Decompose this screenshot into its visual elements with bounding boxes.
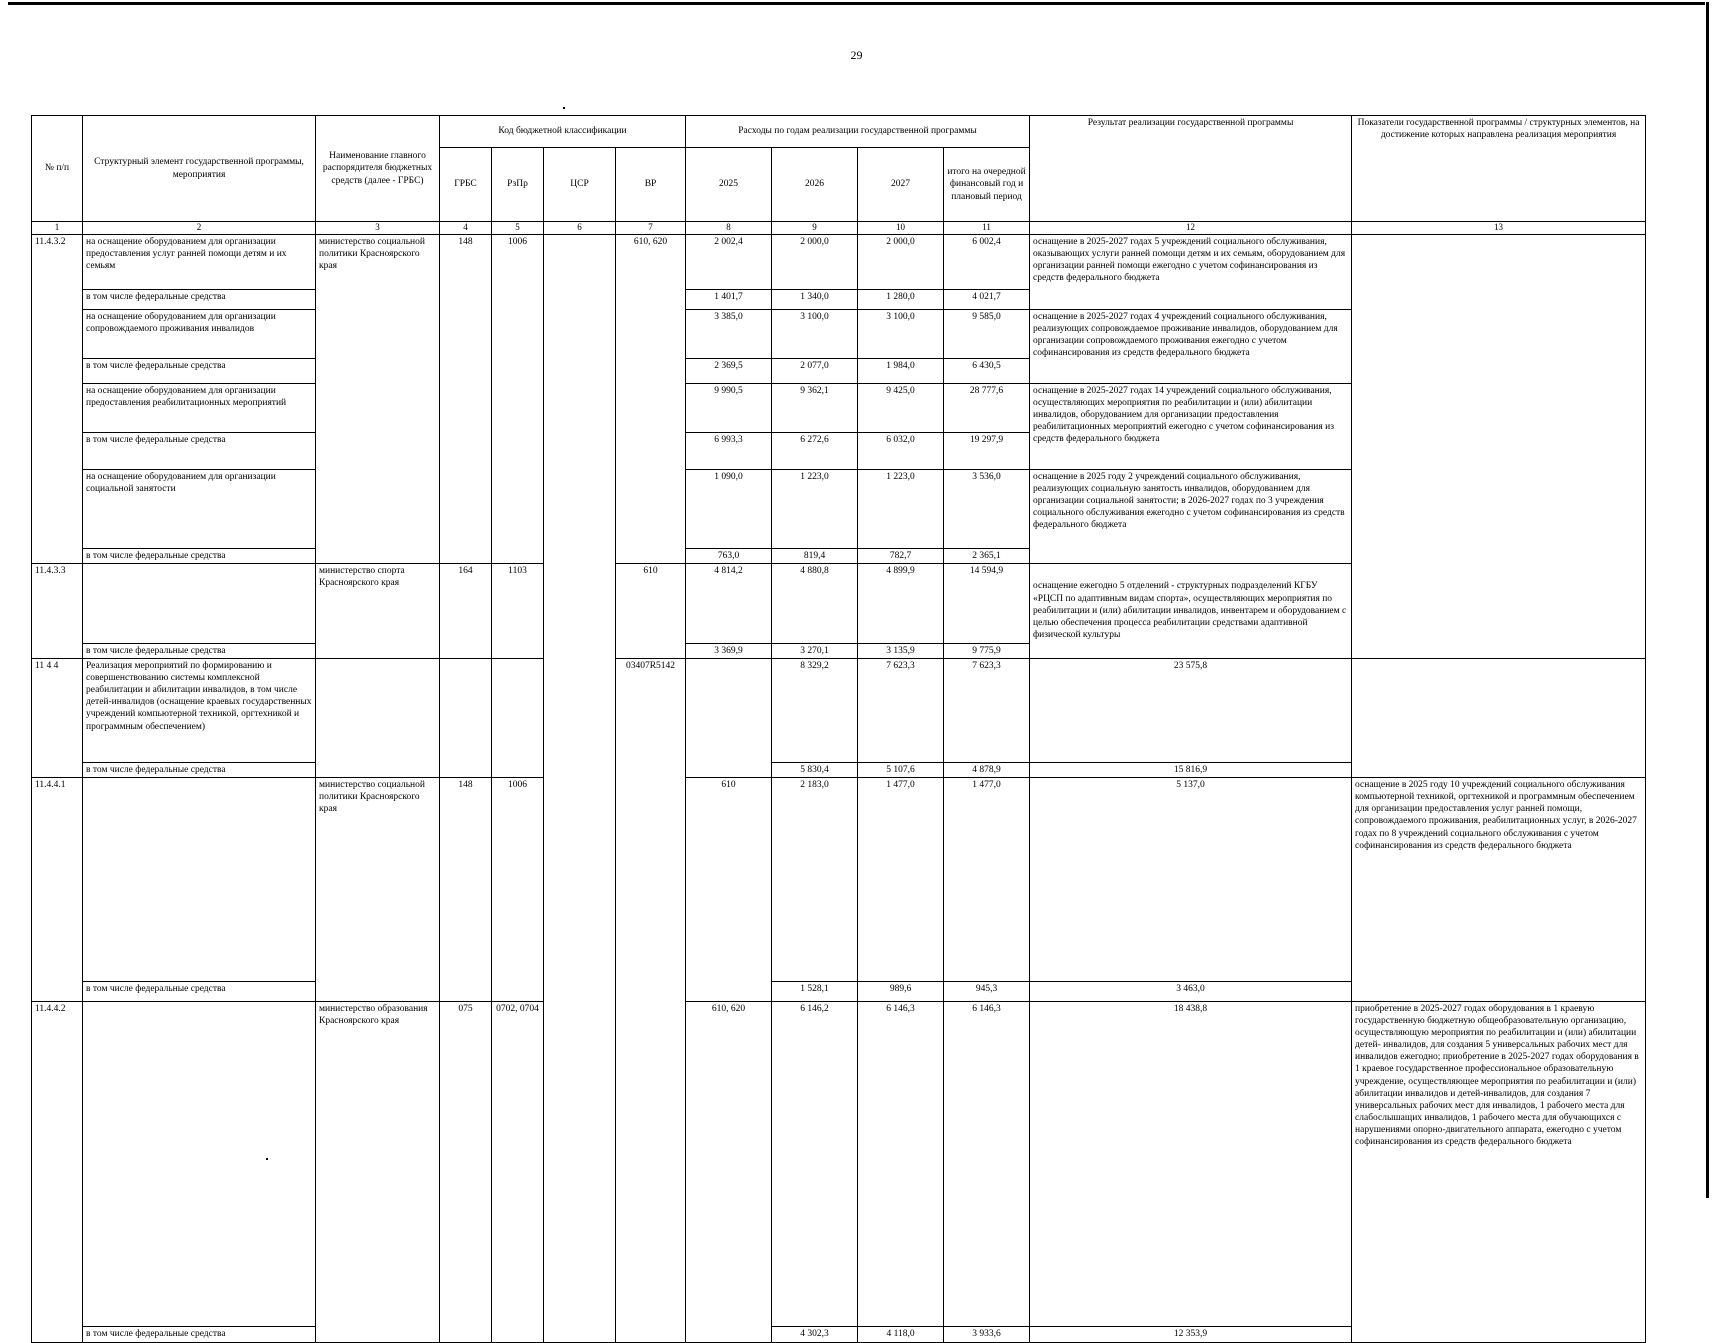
- value-2026: 4 880,8: [772, 563, 858, 643]
- value-2026: 1 223,0: [772, 469, 858, 548]
- row-rzpr: 1006: [492, 234, 544, 563]
- row-rzpr-empty: [492, 658, 544, 777]
- row-vr: 610: [616, 563, 686, 658]
- value-2027: 945,3: [944, 981, 1030, 1001]
- header-result: Результат реализации государственной программы: [1030, 116, 1352, 222]
- value-2027: 6 032,0: [858, 432, 944, 469]
- value-2027: 1 984,0: [858, 358, 944, 383]
- col-number: 10: [858, 222, 944, 235]
- row-indicators-empty: [1352, 234, 1646, 658]
- header-rzpr: РзПр: [492, 148, 544, 222]
- value-total: 2 365,1: [944, 548, 1030, 563]
- value-2026: 2 000,0: [772, 234, 858, 289]
- row-rzpr: 1103: [492, 563, 544, 658]
- value-2026: 989,6: [858, 981, 944, 1001]
- value-total: 19 297,9: [944, 432, 1030, 469]
- value-2027: 7 623,3: [944, 658, 1030, 762]
- row-name: на оснащение оборудованием для организации предоставления услуг ранней помощи детям и их семьям: [83, 234, 316, 289]
- table-row: [32, 777, 1646, 981]
- col-number: 9: [772, 222, 858, 235]
- header-2027: 2027: [858, 148, 944, 222]
- value-2027: 6 146,3: [944, 1001, 1030, 1327]
- value-total: 9 585,0: [944, 309, 1030, 358]
- budget-table: [31, 115, 1646, 1343]
- value-2026: 4 118,0: [858, 1327, 944, 1342]
- value-2027: 9 425,0: [858, 383, 944, 432]
- row-number: 11.4.4.1: [32, 777, 83, 1001]
- row-rzpr: 1006: [492, 777, 544, 1001]
- row-vr: 610, 620: [686, 1001, 772, 1342]
- value-2025: 9 990,5: [686, 383, 772, 432]
- row-grbs-name: министерство социальной политики Красноярского края: [316, 234, 440, 563]
- value-2025: 763,0: [686, 548, 772, 563]
- value-2025: 1 090,0: [686, 469, 772, 548]
- row-grbs-empty: [440, 658, 492, 777]
- row-grbs: 164: [440, 563, 492, 658]
- col-number: 7: [616, 222, 686, 235]
- value-2025: 3 385,0: [686, 309, 772, 358]
- col-number: 4: [440, 222, 492, 235]
- row-name: на оснащение оборудованием для организации социальной занятости: [83, 469, 316, 548]
- col-number: 3: [316, 222, 440, 235]
- col-number: 8: [686, 222, 772, 235]
- value-2027: 4 878,9: [944, 762, 1030, 777]
- value-total: 4 021,7: [944, 289, 1030, 309]
- row-csr: 03407R5142: [616, 658, 686, 1342]
- row-name-empty: [83, 563, 316, 643]
- value-2025: 3 369,9: [686, 643, 772, 658]
- value-2026: 3 270,1: [772, 643, 858, 658]
- header-expenses: Расходы по годам реализации государственной программы: [686, 116, 1030, 148]
- row-grbs: 148: [440, 777, 492, 1001]
- row-grbs-name: министерство образования Красноярского края: [316, 1001, 440, 1342]
- row-name-federal: в том числе федеральные средства: [83, 981, 316, 1001]
- row-name-empty: [83, 777, 316, 981]
- value-2025: 6 146,2: [772, 1001, 858, 1327]
- col-number: 12: [1030, 222, 1352, 235]
- value-2027: 4 899,9: [858, 563, 944, 643]
- value-2027: 1 223,0: [858, 469, 944, 548]
- row-grbs-name: министерство социальной политики Красноярского края: [316, 777, 440, 1001]
- row-number: 11.4.4.2: [32, 1001, 83, 1342]
- value-2026: 6 272,6: [772, 432, 858, 469]
- value-total: 5 137,0: [1030, 777, 1352, 981]
- value-total: 9 775,9: [944, 643, 1030, 658]
- row-rzpr: 0702, 0704: [492, 1001, 544, 1342]
- value-2025: 2 369,5: [686, 358, 772, 383]
- row-result: оснащение ежегодно 5 отделений - структурных подразделений КГБУ «РЦСП по адаптивным видам спорта», осуществляющих мероприятия по реабилитации и (или) абилитации инвалидов, инвентарем и оборудованием с целью обеспечения процесса реабилитации средствами адаптивной физической культуры: [1030, 563, 1352, 658]
- scan-border-right: [1706, 2, 1709, 1198]
- header-2025: 2025: [686, 148, 772, 222]
- page-number: 29: [850, 48, 863, 62]
- header-total: итого на очередной финансовый год и плановый период: [944, 148, 1030, 222]
- value-2026: 1 477,0: [858, 777, 944, 981]
- row-name-federal: в том числе федеральные средства: [83, 432, 316, 469]
- row-result: оснащение в 2025-2027 годах 5 учреждений социального обслуживания, оказывающих услуги ранней помощи детям и их семьям, оборудованием для организации ранней помощи ежегодно с учетом софинансирования из средств федерального бюджета: [1030, 234, 1352, 309]
- col-number: 13: [1352, 222, 1646, 235]
- value-2027: 2 000,0: [858, 234, 944, 289]
- row-number: 11 4 4: [32, 658, 83, 777]
- row-result: оснащение в 2025-2027 годах 4 учреждений социального обслуживания, реализующих сопровождаемое проживание инвалидов, оборудованием для организации сопровождаемого проживания ежегодно с учетом софинансирования из средств федерального бюджета: [1030, 309, 1352, 383]
- value-2025: 4 302,3: [772, 1327, 858, 1342]
- value-total: 15 816,9: [1030, 762, 1352, 777]
- value-total: 28 777,6: [944, 383, 1030, 432]
- header-csr: ЦСР: [544, 148, 616, 222]
- value-2026: 1 340,0: [772, 289, 858, 309]
- value-2027: 1 477,0: [944, 777, 1030, 981]
- header-grbs: ГРБС: [440, 148, 492, 222]
- column-numbers-row: [32, 222, 1646, 235]
- row-result-empty: [1352, 658, 1646, 777]
- row-grbs-name-empty: [316, 658, 440, 777]
- value-2027: 782,7: [858, 548, 944, 563]
- col-number: 6: [544, 222, 616, 235]
- value-2025: 5 830,4: [772, 762, 858, 777]
- row-csr-empty: [544, 234, 616, 1342]
- row-number: 11.4.3.2: [32, 234, 83, 563]
- row-result: оснащение в 2025 году 10 учреждений социального обслуживания компьютерной техникой, оргтехникой и программным обеспечением для организации предоставления услуг ранней помощи, сопровождаемого проживания, реабилитационных услуг, в 2026-2027 годах по 8 учреждений социального обслуживания с учетом софинансирования из средств федерального бюджета: [1352, 777, 1646, 1001]
- scan-speck: [563, 107, 565, 109]
- row-result: приобретение в 2025-2027 годах оборудования в 1 краевую государственную бюджетную общеобразовательную организацию, осуществляющую мероприятия по реабилитации и (или) абилитации детей- инвалидов, для создания 5 универсальных рабочих мест для инвалидов ежегодно; приобретение в 2025-2027 годах оборудования в 1 краевое государственное профессиональное образовательную учреждение, осуществляющее мероприятия по реабилитации и (или) абилитации инвалидов и детей-инвалидов, для создания 7 универсальных рабочих мест для инвалидов, 1 рабочего места для слабослышащих инвалидов, 1 рабочего места для обучающихся с нарушениями опорно-двигательного аппарата, ежегодно с учетом софинансирования из средств федерального бюджета: [1352, 1001, 1646, 1342]
- header-2026: 2026: [772, 148, 858, 222]
- value-total: 14 594,9: [944, 563, 1030, 643]
- row-vr-empty: [686, 658, 772, 777]
- row-grbs-name: министерство спорта Красноярского края: [316, 563, 440, 658]
- value-2025: 6 993,3: [686, 432, 772, 469]
- value-2027: 3 135,9: [858, 643, 944, 658]
- value-total: 6 002,4: [944, 234, 1030, 289]
- table-row: [32, 234, 1646, 289]
- header-element: Структурный элемент государственной программы, мероприятия: [83, 116, 316, 222]
- scan-border-top: [8, 2, 1705, 5]
- value-2025: 1 401,7: [686, 289, 772, 309]
- value-total: 18 438,8: [1030, 1001, 1352, 1327]
- value-total: 12 353,9: [1030, 1327, 1352, 1342]
- row-name: на оснащение оборудованием для организации предоставления реабилитационных мероприятий: [83, 383, 316, 432]
- value-total: 23 575,8: [1030, 658, 1352, 762]
- value-2026: 9 362,1: [772, 383, 858, 432]
- value-2026: 819,4: [772, 548, 858, 563]
- header-indicators: Показатели государственной программы / структурных элементов, на достижение которых направлена реализация мероприятия: [1352, 116, 1646, 222]
- header-grbs-name: Наименование главного распорядителя бюджетных средств (далее - ГРБС): [316, 116, 440, 222]
- row-result: оснащение в 2025-2027 годах 14 учреждений социального обслуживания, осуществляющих мероприятия по реабилитации и (или) абилитации инвалидов, оборудованием для организации предоставления реабилитационных мероприятий ежегодно с учетом софинансирования из средств федерального бюджета: [1030, 383, 1352, 469]
- row-name-federal: в том числе федеральные средства: [83, 358, 316, 383]
- table-row: [32, 1001, 1646, 1327]
- table-row: [32, 658, 1646, 762]
- row-vr: 610: [686, 777, 772, 1001]
- value-total: 6 430,5: [944, 358, 1030, 383]
- row-name-federal: в том числе федеральные средства: [83, 548, 316, 563]
- value-2025: 1 528,1: [772, 981, 858, 1001]
- row-result: оснащение в 2025 году 2 учреждений социального обслуживания, реализующих социальную занятость инвалидов, оборудованием для организации социальной занятости; в 2026-2027 годах по 3 учреждения социального обслуживания ежегодно с учетом софинансирования из средств федерального бюджета: [1030, 469, 1352, 563]
- col-number: 2: [83, 222, 316, 235]
- value-2025: 2 183,0: [772, 777, 858, 981]
- value-2026: 5 107,6: [858, 762, 944, 777]
- row-name: на оснащение оборудованием для организации сопровождаемого проживания инвалидов: [83, 309, 316, 358]
- row-vr: 610, 620: [616, 234, 686, 563]
- col-number: 1: [32, 222, 83, 235]
- value-2026: 3 100,0: [772, 309, 858, 358]
- row-name-federal: в том числе федеральные средства: [83, 289, 316, 309]
- value-2025: 4 814,2: [686, 563, 772, 643]
- row-name-federal: в том числе федеральные средства: [83, 643, 316, 658]
- row-name-federal: в том числе федеральные средства: [83, 1327, 316, 1342]
- value-total: 3 463,0: [1030, 981, 1352, 1001]
- row-name-empty: [83, 1001, 316, 1327]
- value-2027: 3 100,0: [858, 309, 944, 358]
- row-name: Реализация мероприятий по формированию и совершенствованию системы комплексной реабилитации и абилитации инвалидов, в том числе детей-инвалидов (оснащение краевых государственных учреждений компьютерной техникой, оргтехникой и программным обеспечением): [83, 658, 316, 762]
- row-grbs: 075: [440, 1001, 492, 1342]
- value-2025: 2 002,4: [686, 234, 772, 289]
- value-2026: 6 146,3: [858, 1001, 944, 1327]
- value-2026: 7 623,3: [858, 658, 944, 762]
- col-number: 11: [944, 222, 1030, 235]
- value-2027: 1 280,0: [858, 289, 944, 309]
- row-name-federal: в том числе федеральные средства: [83, 762, 316, 777]
- header-kbk: Код бюджетной классификации: [440, 116, 686, 148]
- row-number: 11.4.3.3: [32, 563, 83, 658]
- value-2026: 2 077,0: [772, 358, 858, 383]
- header-no: № п/п: [32, 116, 83, 222]
- col-number: 5: [492, 222, 544, 235]
- row-grbs: 148: [440, 234, 492, 563]
- value-total: 3 536,0: [944, 469, 1030, 548]
- value-2025: 8 329,2: [772, 658, 858, 762]
- value-2027: 3 933,6: [944, 1327, 1030, 1342]
- header-vr: ВР: [616, 148, 686, 222]
